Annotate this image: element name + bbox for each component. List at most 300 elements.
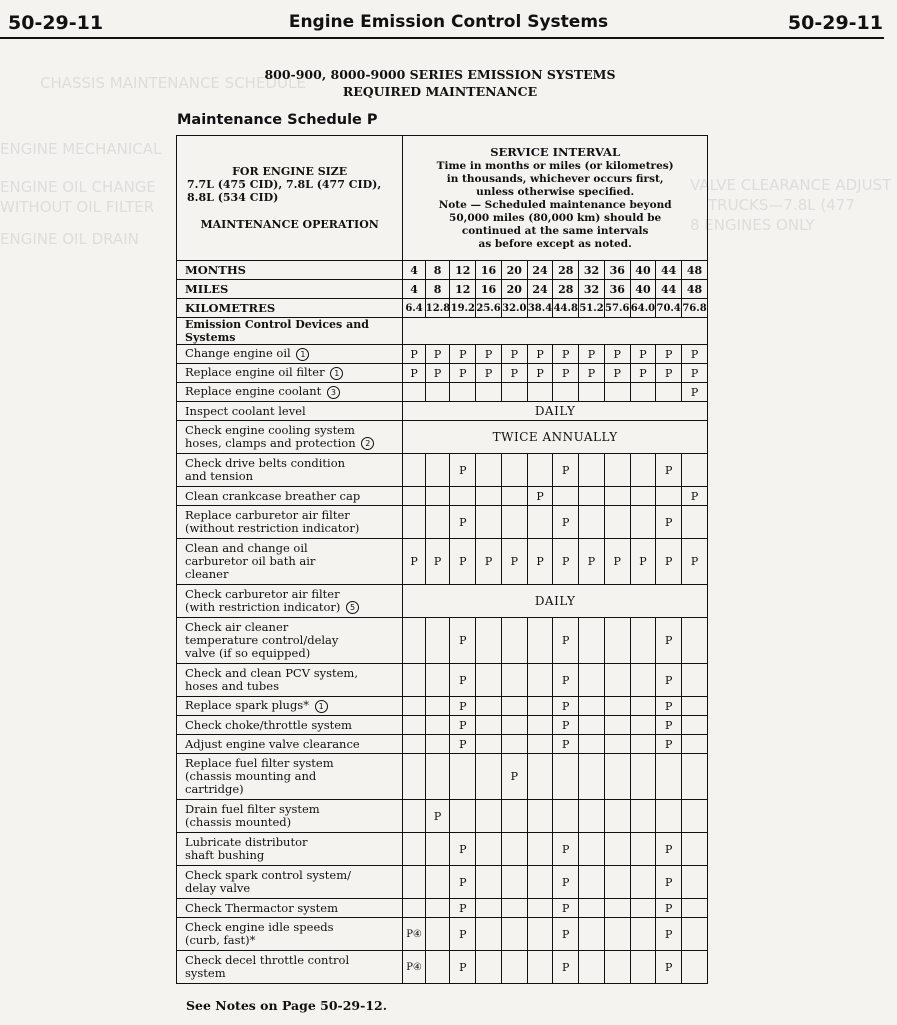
interval-value: 57.6 bbox=[604, 299, 630, 318]
interval-value: 25.6 bbox=[476, 299, 502, 318]
operation-text: temperature control/delay bbox=[185, 633, 339, 647]
interval-cell: P bbox=[527, 539, 553, 585]
operation-line bbox=[185, 882, 399, 895]
operation-text: (curb, fast)* bbox=[185, 933, 256, 947]
interval-label: KILOMETRES bbox=[177, 299, 403, 318]
interval-value: 40 bbox=[630, 261, 656, 280]
table-row bbox=[177, 585, 708, 618]
interval-cell: P bbox=[656, 618, 682, 664]
interval-cell: P bbox=[553, 899, 579, 918]
interval-value: 48 bbox=[682, 280, 708, 299]
interval-value: 28 bbox=[553, 280, 579, 299]
interval-cell bbox=[579, 697, 605, 716]
operation-text: Replace engine oil filter bbox=[185, 365, 325, 380]
interval-cell bbox=[553, 754, 579, 800]
table-row bbox=[177, 487, 708, 506]
interval-cell bbox=[403, 697, 426, 716]
interval-cell: P bbox=[579, 345, 605, 364]
interval-cell: P bbox=[501, 754, 527, 800]
interval-cell bbox=[425, 899, 450, 918]
interval-cell bbox=[501, 697, 527, 716]
ghost-text: CHASSIS MAINTENANCE SCHEDULE bbox=[40, 74, 306, 92]
interval-cell: P bbox=[579, 364, 605, 383]
interval-cell: P bbox=[553, 833, 579, 866]
interval-cell bbox=[604, 866, 630, 899]
operation-text: Inspect coolant level bbox=[185, 403, 306, 418]
operation-cell bbox=[177, 585, 403, 618]
interval-cell: P bbox=[553, 735, 579, 754]
interval-cell: P bbox=[527, 345, 553, 364]
interval-cell: P bbox=[553, 454, 579, 487]
ghost-text: WITHOUT OIL FILTER bbox=[0, 198, 155, 216]
ghost-text: TRUCKS—7.8L (477 bbox=[708, 196, 855, 214]
interval-cell bbox=[501, 664, 527, 697]
interval-cell bbox=[630, 899, 656, 918]
page-header bbox=[0, 10, 897, 36]
operation-cell bbox=[177, 918, 403, 951]
interval-label: MONTHS bbox=[177, 261, 403, 280]
interval-cell bbox=[604, 487, 630, 506]
interval-cell bbox=[682, 754, 708, 800]
interval-cell bbox=[579, 899, 605, 918]
operation-cell bbox=[177, 364, 403, 383]
operation-text: cleaner bbox=[185, 567, 229, 581]
interval-value: 4 bbox=[403, 261, 426, 280]
operation-text: Replace carburetor air filter bbox=[185, 508, 350, 522]
interval-cell bbox=[527, 918, 553, 951]
interval-cell bbox=[682, 454, 708, 487]
interval-cell bbox=[425, 866, 450, 899]
interval-cell bbox=[630, 866, 656, 899]
table-row bbox=[177, 866, 708, 899]
interval-cell bbox=[630, 735, 656, 754]
interval-cell bbox=[604, 951, 630, 984]
head-right-line2: Time in months or miles (or kilometres) bbox=[436, 159, 674, 172]
operation-line bbox=[185, 680, 399, 693]
interval-value: 36 bbox=[604, 280, 630, 299]
interval-value: 12.8 bbox=[425, 299, 450, 318]
interval-cell: P bbox=[553, 716, 579, 735]
series-title bbox=[180, 66, 700, 100]
table-row bbox=[177, 697, 708, 716]
interval-cell bbox=[527, 951, 553, 984]
operation-text: Check engine cooling system bbox=[185, 422, 355, 437]
operation-text: Lubricate distributor bbox=[185, 835, 308, 849]
interval-cell bbox=[403, 487, 426, 506]
ghost-text: VALVE CLEARANCE ADJUST bbox=[690, 176, 892, 194]
interval-cell: P bbox=[656, 664, 682, 697]
ghost-text: 8 ENGINES ONLY bbox=[690, 216, 815, 234]
interval-value: 32 bbox=[579, 261, 605, 280]
interval-cell bbox=[425, 697, 450, 716]
operation-text: Replace fuel filter system bbox=[185, 756, 334, 770]
interval-cell bbox=[476, 735, 502, 754]
interval-cell bbox=[579, 951, 605, 984]
interval-row bbox=[177, 261, 708, 280]
operation-line bbox=[185, 405, 399, 418]
operation-cell bbox=[177, 866, 403, 899]
interval-cell bbox=[425, 487, 450, 506]
interval-cell bbox=[579, 618, 605, 664]
interval-value: 16 bbox=[476, 280, 502, 299]
chapter-title: Engine Emission Control Systems bbox=[288, 12, 609, 32]
interval-cell bbox=[630, 506, 656, 539]
operation-cell bbox=[177, 664, 403, 697]
operation-text: system bbox=[185, 966, 226, 980]
interval-cell: P bbox=[425, 800, 450, 833]
interval-cell: P bbox=[682, 539, 708, 585]
interval-cell bbox=[501, 716, 527, 735]
interval-cell bbox=[604, 506, 630, 539]
interval-value: 4 bbox=[403, 280, 426, 299]
interval-cell bbox=[476, 697, 502, 716]
interval-cell: P bbox=[682, 487, 708, 506]
interval-value: 40 bbox=[630, 280, 656, 299]
interval-cell bbox=[579, 487, 605, 506]
maintenance-schedule-table bbox=[176, 135, 708, 984]
interval-cell bbox=[682, 833, 708, 866]
operation-text: Check and clean PCV system, bbox=[185, 666, 358, 680]
interval-cell bbox=[450, 754, 476, 800]
interval-cell: P bbox=[425, 345, 450, 364]
interval-cell bbox=[476, 866, 502, 899]
ghost-text: ENGINE MECHANICAL bbox=[0, 140, 162, 158]
interval-cell: P bbox=[450, 735, 476, 754]
table-row bbox=[177, 618, 708, 664]
interval-cell: P bbox=[476, 539, 502, 585]
interval-value: 20 bbox=[501, 280, 527, 299]
operation-line bbox=[185, 699, 399, 713]
interval-cell: P bbox=[403, 364, 426, 383]
table-row bbox=[177, 364, 708, 383]
interval-value: 44 bbox=[656, 261, 682, 280]
interval-cell bbox=[403, 618, 426, 664]
operation-text: (chassis mounting and bbox=[185, 769, 317, 783]
section-row bbox=[177, 318, 708, 345]
interval-cell: P bbox=[656, 735, 682, 754]
interval-cell bbox=[425, 918, 450, 951]
operation-line bbox=[185, 783, 399, 796]
operation-cell bbox=[177, 833, 403, 866]
head-left-line4: MAINTENANCE OPERATION bbox=[200, 218, 379, 231]
interval-cell: P bbox=[656, 918, 682, 951]
interval-cell: P bbox=[450, 866, 476, 899]
operation-cell bbox=[177, 735, 403, 754]
page-number-right: 50-29-11 bbox=[787, 12, 883, 34]
interval-cell: P bbox=[604, 345, 630, 364]
interval-cell bbox=[604, 735, 630, 754]
operation-cell bbox=[177, 716, 403, 735]
interval-cell: P bbox=[630, 539, 656, 585]
series-title-line1: 800-900, 8000-9000 SERIES EMISSION SYSTEMS bbox=[264, 67, 616, 82]
head-left-line2: 7.7L (475 CID), 7.8L (477 CID), bbox=[187, 178, 382, 191]
interval-cell: P bbox=[476, 364, 502, 383]
interval-value: 32.0 bbox=[501, 299, 527, 318]
operation-cell bbox=[177, 402, 403, 421]
interval-cell bbox=[476, 918, 502, 951]
interval-cell bbox=[527, 716, 553, 735]
interval-cell bbox=[656, 754, 682, 800]
interval-cell: P bbox=[425, 539, 450, 585]
interval-cell: P bbox=[656, 364, 682, 383]
table-row bbox=[177, 716, 708, 735]
interval-cell bbox=[682, 800, 708, 833]
interval-cell: P bbox=[425, 364, 450, 383]
interval-cell bbox=[450, 800, 476, 833]
interval-cell bbox=[579, 833, 605, 866]
interval-cell: P bbox=[450, 506, 476, 539]
interval-cell bbox=[527, 866, 553, 899]
operation-cell bbox=[177, 800, 403, 833]
interval-cell: P bbox=[656, 539, 682, 585]
interval-cell: P bbox=[682, 364, 708, 383]
interval-value: 44.8 bbox=[553, 299, 579, 318]
interval-cell: P bbox=[450, 454, 476, 487]
head-right-line3: in thousands, whichever occurs first, bbox=[446, 172, 664, 185]
interval-cell bbox=[527, 664, 553, 697]
interval-value: 64.0 bbox=[630, 299, 656, 318]
interval-cell bbox=[425, 383, 450, 402]
head-right-line6: 50,000 miles (80,000 km) should be bbox=[449, 211, 662, 224]
interval-cell: P bbox=[553, 918, 579, 951]
interval-cell bbox=[527, 383, 553, 402]
interval-cell: P bbox=[501, 539, 527, 585]
operation-text: hoses, clamps and protection bbox=[185, 435, 356, 450]
interval-cell bbox=[403, 664, 426, 697]
table-row bbox=[177, 951, 708, 984]
interval-cell bbox=[604, 664, 630, 697]
interval-cell bbox=[501, 918, 527, 951]
operation-text: Check drive belts condition bbox=[185, 456, 346, 470]
interval-cell bbox=[527, 618, 553, 664]
interval-cell: P bbox=[604, 364, 630, 383]
operation-line bbox=[185, 490, 399, 503]
interval-cell bbox=[682, 618, 708, 664]
interval-cell bbox=[425, 951, 450, 984]
interval-cell bbox=[501, 506, 527, 539]
operation-line bbox=[185, 738, 399, 751]
table-row bbox=[177, 735, 708, 754]
interval-value: 20 bbox=[501, 261, 527, 280]
operation-cell bbox=[177, 421, 403, 454]
interval-cell bbox=[630, 454, 656, 487]
interval-cell: P bbox=[604, 539, 630, 585]
operation-line bbox=[185, 601, 399, 615]
section-blank bbox=[403, 318, 708, 345]
operation-cell bbox=[177, 383, 403, 402]
interval-cell bbox=[604, 716, 630, 735]
interval-cell bbox=[630, 918, 656, 951]
interval-cell: P bbox=[450, 697, 476, 716]
interval-cell bbox=[527, 506, 553, 539]
operation-line bbox=[185, 568, 399, 581]
interval-cell: P bbox=[553, 345, 579, 364]
table-row bbox=[177, 833, 708, 866]
interval-cell bbox=[604, 833, 630, 866]
interval-cell: P bbox=[527, 487, 553, 506]
head-left-line3: 8.8L (534 CID) bbox=[187, 191, 279, 204]
interval-cell bbox=[630, 754, 656, 800]
interval-cell: P bbox=[656, 951, 682, 984]
interval-cell bbox=[527, 754, 553, 800]
interval-cell bbox=[501, 833, 527, 866]
interval-cell bbox=[476, 754, 502, 800]
interval-cell bbox=[579, 754, 605, 800]
interval-cell: P bbox=[450, 539, 476, 585]
interval-cell bbox=[403, 735, 426, 754]
interval-cell bbox=[682, 899, 708, 918]
note-number-icon: 3 bbox=[327, 386, 340, 399]
operation-text: and tension bbox=[185, 469, 254, 483]
interval-cell: P bbox=[553, 664, 579, 697]
interval-span-cell: DAILY bbox=[403, 585, 708, 618]
interval-cell bbox=[604, 697, 630, 716]
operation-text: (chassis mounted) bbox=[185, 815, 292, 829]
operation-text: valve (if so equipped) bbox=[185, 646, 311, 660]
interval-cell: P bbox=[450, 345, 476, 364]
interval-cell: P bbox=[553, 951, 579, 984]
interval-cell: P bbox=[403, 345, 426, 364]
section-label: Emission Control Devices and Systems bbox=[177, 318, 403, 345]
interval-cell bbox=[425, 754, 450, 800]
operation-text: Check engine idle speeds bbox=[185, 920, 334, 934]
interval-cell bbox=[656, 800, 682, 833]
interval-value: 51.2 bbox=[579, 299, 605, 318]
interval-cell bbox=[682, 506, 708, 539]
interval-cell: P bbox=[450, 664, 476, 697]
interval-cell: P bbox=[682, 383, 708, 402]
head-right-line8: as before except as noted. bbox=[478, 237, 632, 250]
interval-cell bbox=[630, 618, 656, 664]
head-right-line5: Note — Scheduled maintenance beyond bbox=[438, 198, 672, 211]
interval-cell bbox=[425, 506, 450, 539]
table-row bbox=[177, 754, 708, 800]
operation-line bbox=[185, 366, 399, 380]
note-number-icon: 5 bbox=[346, 601, 359, 614]
interval-cell bbox=[476, 454, 502, 487]
operation-cell bbox=[177, 697, 403, 716]
interval-cell: P④ bbox=[403, 918, 426, 951]
interval-cell bbox=[403, 716, 426, 735]
note-number-icon: 2 bbox=[361, 437, 374, 450]
interval-cell bbox=[527, 899, 553, 918]
interval-cell: P bbox=[682, 345, 708, 364]
interval-cell: P bbox=[656, 697, 682, 716]
interval-cell bbox=[656, 383, 682, 402]
interval-cell bbox=[682, 866, 708, 899]
interval-cell: P bbox=[553, 866, 579, 899]
interval-cell bbox=[553, 383, 579, 402]
operation-text: cartridge) bbox=[185, 782, 244, 796]
interval-cell bbox=[403, 899, 426, 918]
operation-text: Check Thermactor system bbox=[185, 900, 338, 915]
interval-label: MILES bbox=[177, 280, 403, 299]
interval-row bbox=[177, 299, 708, 318]
interval-cell: P bbox=[656, 866, 682, 899]
interval-value: 19.2 bbox=[450, 299, 476, 318]
header-rule bbox=[0, 37, 884, 39]
operation-line bbox=[185, 902, 399, 915]
table-row bbox=[177, 345, 708, 364]
interval-cell: P bbox=[501, 345, 527, 364]
interval-cell bbox=[476, 899, 502, 918]
operation-text: Replace engine coolant bbox=[185, 384, 322, 399]
interval-cell: P bbox=[527, 364, 553, 383]
interval-cell bbox=[579, 664, 605, 697]
operation-cell bbox=[177, 454, 403, 487]
interval-value: 70.4 bbox=[656, 299, 682, 318]
interval-value: 8 bbox=[425, 280, 450, 299]
interval-cell bbox=[501, 951, 527, 984]
interval-cell bbox=[501, 454, 527, 487]
interval-cell bbox=[403, 866, 426, 899]
interval-cell bbox=[476, 664, 502, 697]
interval-cell bbox=[403, 800, 426, 833]
interval-cell bbox=[425, 833, 450, 866]
interval-cell bbox=[579, 383, 605, 402]
operation-text: Check spark control system/ bbox=[185, 868, 351, 882]
interval-cell bbox=[553, 487, 579, 506]
interval-cell: P bbox=[656, 833, 682, 866]
interval-cell: P bbox=[476, 345, 502, 364]
interval-cell: P bbox=[403, 539, 426, 585]
interval-cell: P bbox=[656, 899, 682, 918]
interval-cell bbox=[682, 716, 708, 735]
interval-cell bbox=[630, 833, 656, 866]
interval-cell bbox=[604, 899, 630, 918]
interval-cell bbox=[682, 697, 708, 716]
table-row bbox=[177, 899, 708, 918]
interval-cell bbox=[476, 487, 502, 506]
head-right-line7: continued at the same intervals bbox=[461, 224, 649, 237]
interval-cell bbox=[501, 487, 527, 506]
interval-span-cell: TWICE ANNUALLY bbox=[403, 421, 708, 454]
operation-text: Clean crankcase breather cap bbox=[185, 488, 361, 503]
operation-cell bbox=[177, 539, 403, 585]
interval-value: 36 bbox=[604, 261, 630, 280]
operation-text: delay valve bbox=[185, 881, 251, 895]
interval-cell bbox=[630, 487, 656, 506]
interval-cell bbox=[579, 506, 605, 539]
series-title-line2: REQUIRED MAINTENANCE bbox=[342, 84, 538, 99]
operation-cell bbox=[177, 487, 403, 506]
interval-cell: P bbox=[553, 506, 579, 539]
operation-line bbox=[185, 470, 399, 483]
interval-cell: P bbox=[656, 506, 682, 539]
table-row bbox=[177, 454, 708, 487]
table-row bbox=[177, 539, 708, 585]
table-row bbox=[177, 800, 708, 833]
interval-cell bbox=[476, 951, 502, 984]
schedule-title: Maintenance Schedule P bbox=[177, 112, 378, 128]
ghost-text: ENGINE OIL DRAIN bbox=[0, 230, 139, 248]
interval-cell bbox=[604, 918, 630, 951]
head-left-cell bbox=[177, 136, 403, 261]
interval-cell bbox=[682, 951, 708, 984]
interval-cell bbox=[403, 754, 426, 800]
interval-cell bbox=[476, 833, 502, 866]
interval-cell: P bbox=[630, 364, 656, 383]
operation-cell bbox=[177, 951, 403, 984]
operation-text: shaft bushing bbox=[185, 848, 265, 862]
interval-cell bbox=[501, 866, 527, 899]
interval-cell: P bbox=[553, 697, 579, 716]
operation-text: Check air cleaner bbox=[185, 620, 289, 634]
interval-cell: P bbox=[450, 951, 476, 984]
interval-value: 24 bbox=[527, 280, 553, 299]
operation-line bbox=[185, 934, 399, 947]
table-row bbox=[177, 664, 708, 697]
